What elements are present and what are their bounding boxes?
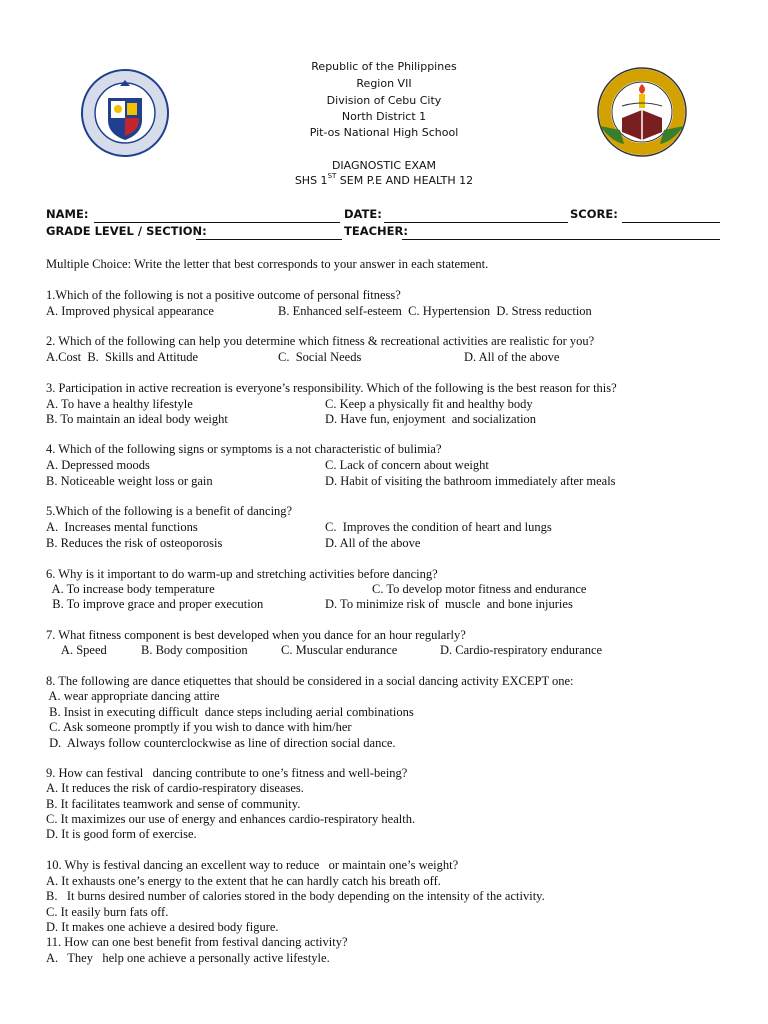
q7-choice-d: D. Cardio-respiratory endurance: [440, 643, 603, 657]
header-district: North District 1: [341, 110, 427, 123]
date-label: DATE:: [344, 207, 382, 221]
score-label: SCORE:: [570, 207, 618, 221]
q7-choice-a: A. Speed: [46, 643, 107, 657]
grade-blank[interactable]: [196, 239, 342, 240]
question-9: 9. How can festival dancing contribute to one’s fitness and well-being?: [46, 766, 408, 780]
q2-choice-d: D. All of the above: [464, 350, 560, 364]
q4-choice-c: C. Lack of concern about weight: [325, 458, 489, 472]
q9-choice-a: A. It reduces the risk of cardio-respiratory diseases.: [46, 781, 304, 795]
q10-choice-b: B. It burns desired number of calories stored in the body depending on the intensity of the activity.: [46, 889, 545, 903]
q8-choice-c: C. Ask someone promptly if you wish to dance with him/her: [46, 720, 352, 734]
q3-choice-d: D. Have fun, enjoyment and socialization: [325, 412, 537, 426]
grade-label: GRADE LEVEL / SECTION:: [46, 224, 207, 238]
name-blank[interactable]: [94, 222, 340, 223]
header-republic: Republic of the Philippines: [311, 60, 457, 73]
question-8: 8. The following are dance etiquettes that should be considered in a social dancing activity EXCEPT one:: [46, 674, 574, 688]
teacher-blank[interactable]: [402, 239, 720, 240]
q4-choice-b: B. Noticeable weight loss or gain: [46, 474, 213, 488]
question-3: 3. Participation in active recreation is everyone’s responsibility. Which of the following is the best reason for this?: [46, 381, 617, 395]
q5-choice-c: C. Improves the condition of heart and lungs: [325, 520, 552, 534]
q1-choice-a: A. Improved physical appearance: [46, 304, 214, 318]
teacher-label: TEACHER:: [344, 224, 408, 238]
q7-choice-b: B. Body composition: [141, 643, 248, 657]
header-division: Division of Cebu City: [326, 94, 442, 107]
q5-choice-a: A. Increases mental functions: [46, 520, 198, 534]
question-6: 6. Why is it important to do warm-up and stretching activities before dancing?: [46, 567, 438, 581]
q3-choice-c: C. Keep a physically fit and healthy body: [325, 397, 533, 411]
q8-choice-a: A. wear appropriate dancing attire: [46, 689, 220, 703]
header-region: Region VII: [356, 77, 412, 90]
q10-choice-a: A. It exhausts one’s energy to the extent that he can hardly catch his breath off.: [46, 874, 441, 888]
q1-choice-bcd: B. Enhanced self-esteem C. Hypertension D. Stress reduction: [278, 304, 592, 318]
subtitle-pre: SHS 1: [294, 174, 328, 187]
exam-subtitle: [0, 174, 768, 187]
q10-choice-d: D. It makes one achieve a desired body figure.: [46, 920, 279, 934]
subtitle-sup: ST: [327, 172, 337, 180]
q8-choice-b: B. Insist in executing difficult dance steps including aerial combinations: [46, 705, 414, 719]
q9-choice-c: C. It maximizes our use of energy and enhances cardio-respiratory health.: [46, 812, 416, 826]
name-label: NAME:: [46, 207, 89, 221]
q4-choice-a: A. Depressed moods: [46, 458, 150, 472]
q9-choice-b: B. It facilitates teamwork and sense of community.: [46, 797, 301, 811]
q6-choice-b: B. To improve grace and proper execution: [46, 597, 264, 611]
q10-choice-c: C. It easily burn fats off.: [46, 905, 169, 919]
question-1: 1.Which of the following is not a positive outcome of personal fitness?: [46, 288, 401, 302]
instructions: Multiple Choice: Write the letter that best corresponds to your answer in each statement.: [46, 257, 489, 271]
subtitle-post: SEM P.E AND HEALTH 12: [336, 174, 474, 187]
q6-choice-c: C. To develop motor fitness and endurance: [372, 582, 587, 596]
q2-choice-ab: A.Cost B. Skills and Attitude: [46, 350, 199, 364]
question-2: 2. Which of the following can help you determine which fitness & recreational activities are realistic for you?: [46, 334, 595, 348]
question-5: 5.Which of the following is a benefit of dancing?: [46, 504, 293, 518]
header-school: Pit-os National High School: [309, 126, 459, 139]
q6-choice-a: A. To increase body temperature: [46, 582, 215, 596]
q3-choice-a: A. To have a healthy lifestyle: [46, 397, 193, 411]
q4-choice-d: D. Habit of visiting the bathroom immediately after meals: [325, 474, 616, 488]
question-4: 4. Which of the following signs or symptoms is a not characteristic of bulimia?: [46, 442, 442, 456]
q5-choice-d: D. All of the above: [325, 536, 421, 550]
question-10: 10. Why is festival dancing an excellent way to reduce or maintain one’s weight?: [46, 858, 459, 872]
q8-choice-d: D. Always follow counterclockwise as line of direction social dance.: [46, 736, 396, 750]
exam-title: DIAGNOSTIC EXAM: [331, 159, 437, 172]
question-11: 11. How can one best benefit from festival dancing activity?: [46, 935, 348, 949]
score-blank[interactable]: [622, 222, 720, 223]
question-7: 7. What fitness component is best developed when you dance for an hour regularly?: [46, 628, 466, 642]
q3-choice-b: B. To maintain an ideal body weight: [46, 412, 228, 426]
q5-choice-b: B. Reduces the risk of osteoporosis: [46, 536, 223, 550]
q7-choice-c: C. Muscular endurance: [281, 643, 398, 657]
date-blank[interactable]: [384, 222, 568, 223]
q2-choice-c: C. Social Needs: [278, 350, 362, 364]
q9-choice-d: D. It is good form of exercise.: [46, 827, 197, 841]
q11-choice-a: A. They help one achieve a personally active lifestyle.: [46, 951, 330, 965]
q6-choice-d: D. To minimize risk of muscle and bone injuries: [325, 597, 573, 611]
